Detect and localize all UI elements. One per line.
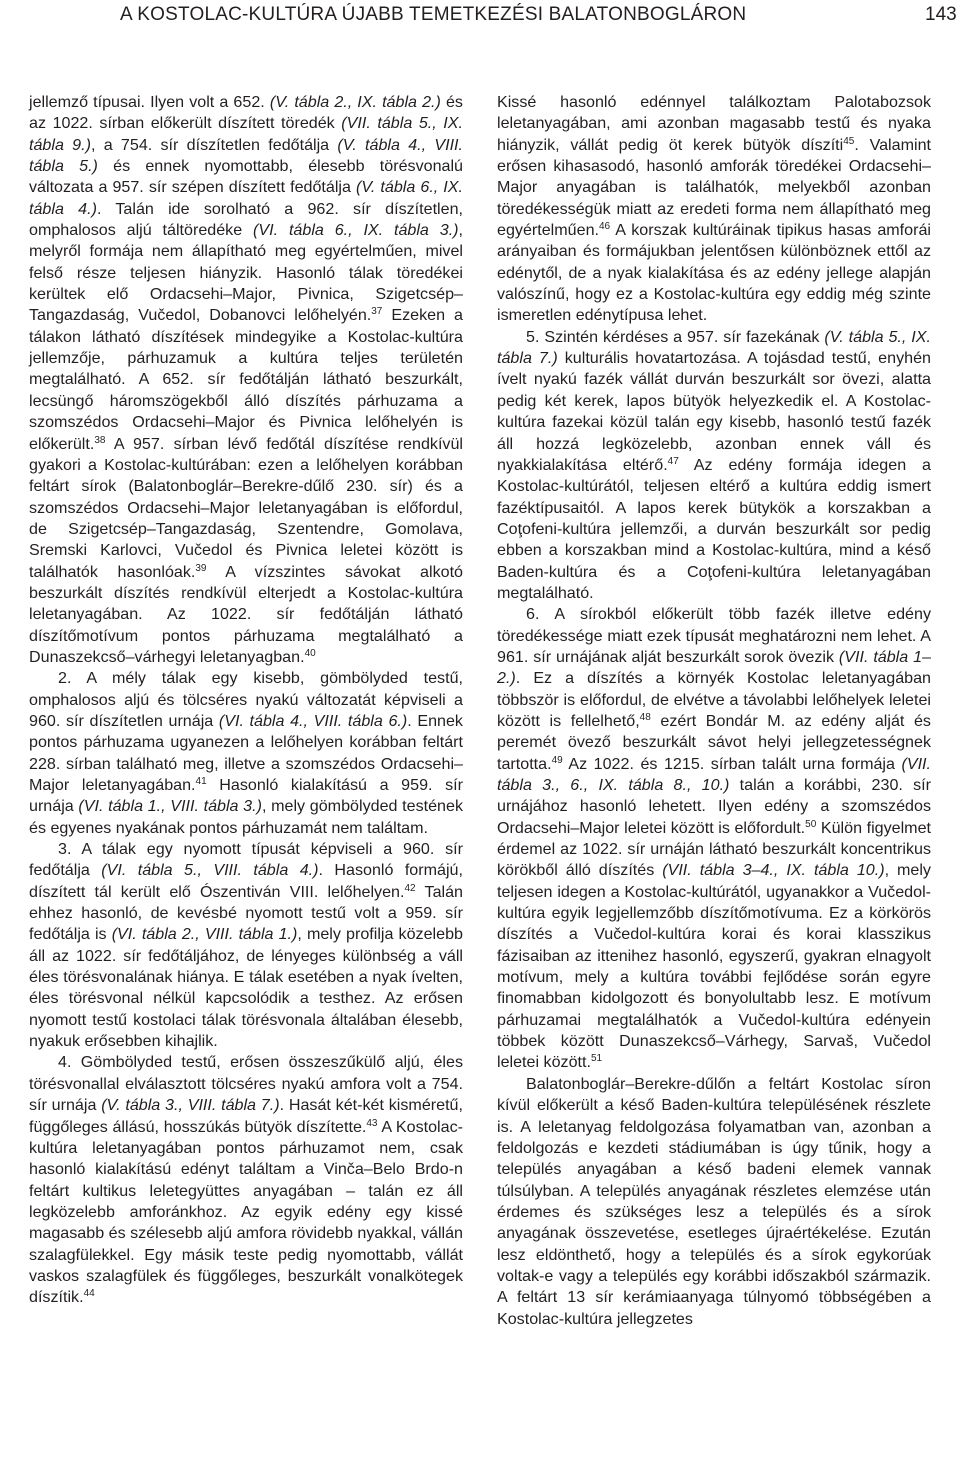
text-run: Hasonló kialakítású a 959. sír urnája bbox=[29, 776, 463, 816]
paragraph bbox=[29, 839, 463, 1052]
right-text-column bbox=[497, 92, 931, 1330]
plate-reference: (V. tábla 3., VIII. tábla 7.) bbox=[101, 1096, 280, 1115]
text-run: . Talán ide sorolható a 962. sír díszítetlen, omphalosos aljú táltöredéke bbox=[29, 199, 463, 240]
text-run: talán a korábbi, 230. sír urnájához hasonló lehetett. Ilyen edény a szomszédos Ordacsehi–Major leletei között is előfordult. bbox=[497, 776, 931, 837]
text-run: A Kostolac-kultúra leletanyagában pontos párhuzamot nem, csak hasonló kialakítású edényt találtam a Vinča–Belo Brdo-n feltárt kultikus leletegyüttes anyagában – talán ez áll legközelebb amforánkhoz. Az egyik edény egy kissé magasabb és szélesebb aljú amfora rövidebb nyakkal, vállán szalagfülekkel. Egy másik teste pedig nyomottabb, vállát vaskos szalagfülek és függőleges, beszurkált vonalkötegek díszítik. bbox=[29, 1117, 463, 1307]
running-title: A KOSTOLAC-KULTÚRA ÚJABB TEMETKEZÉSI BALATONBOGLÁRON bbox=[120, 4, 747, 25]
paragraph bbox=[29, 92, 463, 668]
footnote-reference: 40 bbox=[304, 647, 316, 659]
plate-reference: (V. tábla 2., IX. tábla 2.) bbox=[269, 93, 441, 111]
text-run: A vízszintes sávokat alkotó beszurkált díszítés rendkívül elterjedt a Kostolac-kultúra leletanyagában. Az 1022. sír fedőtálján látható díszítőmotívum pontos párhuzama megtalálható a Dunaszekcső–várhegyi leletanyagban. bbox=[29, 562, 463, 666]
footnote-reference: 39 bbox=[195, 562, 207, 574]
footnote-reference: 50 bbox=[805, 818, 817, 830]
plate-reference: (VII. tábla 3., 6., IX. tábla 8., 10.) bbox=[497, 754, 931, 794]
text-run: . Valamint erősen kihasasodó, hasonló amforák töredékei Ordacsehi–Major anyagában is találhatók, melyekből azonban töredékességük miatt az eredeti forma nem állapítható meg egyértelműen. bbox=[497, 135, 931, 240]
plate-reference: (V. tábla 4., VIII. tábla 5.) bbox=[29, 135, 463, 176]
text-run: Ezeken a tálakon látható díszítések mindegyike a Kostolac-kultúra jellemzője, párhuzamuk a kultúra teljes területén megtalálható. A 652. sír fedőtálján látható beszurkált, lecsüngő háromszögekből álló díszítés párhuzama a szomszédos Ordacsehi–Major és Pivnica lelőhelyén is előkerült. bbox=[29, 306, 464, 453]
text-run: Az 1022. és 1215. sírban talált urna formája bbox=[562, 754, 902, 773]
text-run: és az 1022. sírban előkerült díszített töredék bbox=[29, 93, 463, 133]
text-run: jellemző típusai. Ilyen volt a 652. bbox=[29, 93, 270, 111]
text-run: , mely teljesen idegen a Kostolac-kultúrától, ugyanakkor a Vučedol-kultúra egyik legjellemzőbb díszítőmotívuma. Ez a körkörös díszítés a Vučedol-kultúra korai és korai klasszikus fázisaiban az ittenihez hasonló, egyszerű, gyakran elnagyolt motívum, mely a kultúra további fejlődése során egyre finomabban kidolgozott és bonyolultabb lesz. E motívum párhuzamai megtalálhatók a Vučedol-kultúra edényein többek között Dunaszekcső–Várhegy, Sarvaš, Vučedol leletei között. bbox=[497, 861, 931, 1072]
paragraph bbox=[497, 327, 931, 604]
text-run: 2. A mély tálak egy kisebb, gömbölyded testű, omphalosos aljú és tölcséres nyakú változatát képviseli a 960. sír díszítetlen urnája bbox=[29, 669, 463, 730]
footnote-reference: 49 bbox=[551, 754, 563, 766]
text-run: 3. A tálak egy nyomott típusát képviseli a 960. sír fedőtálja bbox=[29, 840, 463, 880]
paragraph bbox=[497, 604, 931, 1074]
plate-reference: (VII. tábla 1–2.) bbox=[497, 647, 931, 688]
text-run: kulturális hovatartozása. A tojásdad testű, enyhén ívelt nyakú fazék vállát durván beszurkált sor övezi, alatta pedig két kerek, lapos bütyök helyezkedik el. A Kostolac-kultúra fazekai közül talán egy kisebb, hasonló testű fazék áll hozzá legközelebb, azonban ennek váll és nyakkialakítása eltérő. bbox=[497, 349, 931, 474]
text-run: , a 754. sír díszítetlen fedőtálja bbox=[90, 135, 338, 154]
plate-reference: (VII. tábla 5., IX. tábla 9.) bbox=[29, 114, 463, 154]
footnote-reference: 41 bbox=[195, 776, 207, 787]
plate-reference: (V. tábla 5., IX. tábla 7.) bbox=[497, 327, 931, 368]
paragraph bbox=[497, 92, 931, 327]
text-run: A 957. sírban lévő fedőtál díszítése rendkívül gyakori a Kostolac-kultúrában: ezen a lelőhelyen korábban feltárt sírok (Balatonboglár–Berekre-dűlő 230. sír) és a szomszédos Ordacsehi–Major leletanyagában is előfordul, de Szigetcsép–Tangazdaság, Szentendre, Gomolava, Sremski Karlovci, Vučedol és Pivnica leletei között is találhatók hasonlóak. bbox=[29, 434, 463, 581]
text-run: és ennek nyomottabb, élesebb törésvonalú változata a 957. sír szépen díszített fedőtálja bbox=[29, 157, 463, 197]
text-run: 4. Gömbölyded testű, erősen összeszűkülő aljú, éles törésvonallal elválasztott tölcséres nyakú amfora volt a 754. sír urnája bbox=[29, 1053, 463, 1115]
text-run: 5. Szintén kérdéses a 957. sír fazekának bbox=[526, 327, 825, 346]
text-run: Külön figyelmet érdemel az 1022. sír urnáján látható beszurkált koncentrikus körökből álló díszítés bbox=[497, 818, 931, 880]
plate-reference: (VI. tábla 6., IX. tábla 3.) bbox=[253, 221, 459, 240]
left-text-column bbox=[29, 92, 463, 1309]
plate-reference: (VI. tábla 5., VIII. tábla 4.) bbox=[101, 861, 319, 880]
plate-reference: (V. tábla 6., IX. tábla 4.) bbox=[29, 178, 463, 218]
text-run: , mely gömbölyded testének és egyenes nyakának pontos párhuzamát nem találtam. bbox=[29, 797, 463, 837]
footnote-reference: 43 bbox=[366, 1117, 378, 1129]
text-run: ezért Bondár M. az edény alját és peremét övező beszurkált sávot helyi jellegzetességnek tartotta. bbox=[497, 711, 931, 773]
text-run: . Ez a díszítés a környék Kostolac leletanyagában többször is előfordul, de elvétve a távolabbi lelőhelyek leletei között is fellelhető, bbox=[497, 669, 931, 730]
text-run: Az edény formája idegen a Kostolac-kultúrától, teljesen eltérő a kultúra eddig ismert fazéktípusaitól. A lapos kerek bütykök a korszakban a Coţofeni-kultúra jellemzői, a durván beszurkált sor pedig ebben a korszakban mind a Kostolac-kultúra, mind a késő Baden-kultúra és a Coţofeni-kultúra leletanyagában megtalálható. bbox=[497, 455, 932, 602]
footnote-reference: 42 bbox=[404, 882, 416, 894]
text-run: . Hasát két-két kisméretű, függőleges állású, hosszúkás bütyök díszítette. bbox=[29, 1096, 463, 1136]
footnote-reference: 46 bbox=[599, 221, 611, 233]
footnote-reference: 48 bbox=[639, 711, 651, 723]
footnote-reference: 47 bbox=[667, 455, 679, 467]
text-run: 6. A sírokból előkerült több fazék illetve edény töredékessége miatt ezek típusát meghatározni nem lehet. A 961. sír urnájának alját beszurkált sorok övezik bbox=[497, 605, 931, 666]
footnote-reference: 45 bbox=[843, 135, 855, 147]
text-run: A korszak kultúráinak tipikus hasas amforái arányaiban és formájukban jelentősen különböznek ettől az edénytől, de a nyak kialakítása és az edény jellege alapján valószínű, hogy ez a Kostolac-kultúra egy eddig még szinte ismeretlen edénytípusa lehet. bbox=[497, 221, 931, 325]
text-run: Balatonboglár–Berekre-dűlőn a feltárt Kostolac síron kívül előkerült a késő Baden-kultúra településének részlete is. A leletanyag feldolgozása folyamatban van, azonban a feldolgozás e kezdeti stádiumában is úgy tűnik, hogy a település anyagában a késő badeni elemek vannak túlsúlyban. A település anyagának részletes elemzése után érdemes és szükséges lesz a település és a sírok anyagának összevetése, esetleges újraértékelése. Ezután lesz eldönthető, hogy a település és a sírok egykorúak voltak-e vagy a település egy korábbi időszakból származik. A feltárt 13 sír kerámiaanyaga túlnyomó többségében a Kostolac-kultúra jellegzetes bbox=[497, 1074, 931, 1328]
plate-reference: (VI. tábla 2., VIII. tábla 1.) bbox=[111, 925, 298, 944]
footnote-reference: 51 bbox=[590, 1053, 603, 1065]
text-run: . Ennek pontos párhuzama ugyanezen a lelőhelyen korábban feltárt 228. sírban található meg, illetve a szomszédos Ordacsehi–Major leletanyagában. bbox=[29, 711, 463, 794]
plate-reference: (VI. tábla 1., VIII. tábla 3.) bbox=[78, 797, 262, 816]
footnote-reference: 38 bbox=[94, 434, 106, 446]
page-number: 143 bbox=[925, 4, 957, 25]
paragraph bbox=[29, 668, 463, 839]
text-run: , mely profilja közelebb áll az 1022. sír fedőtáljához, de lényeges különbség a váll éles törésvonalának hiánya. E tálak esetében a nyak ívelten, éles törésvonal nélkül kapcsolódik a testhez. Az erősen nyomott testű kostolaci tálak törésvonala általában élesebb, nyakuk erősebben kihajlik. bbox=[29, 925, 463, 1051]
footnote-reference: 44 bbox=[83, 1288, 95, 1300]
text-run: , melyről formája nem állapítható meg egyértelműen, mivel felső része teljesen hiányzik. Hasonló tálak töredékei kerültek elő Ordacsehi–Major, Pivnica, Szigetcsép–Tangazdaság, Vučedol, Dobanovci lelőhelyén. bbox=[29, 221, 464, 325]
page-header bbox=[0, 0, 960, 40]
text-run: . Hasonló formájú, díszített tál került elő Ószentiván VIII. lelőhelyen. bbox=[29, 861, 463, 901]
paragraph bbox=[497, 1074, 931, 1330]
text-run: Kissé hasonló edénnyel találkoztam Palotabozsok leletanyagában, ami azonban magasabb testű és nyaka hiányzik, vállát pedig öt kerek bütyök díszíti bbox=[497, 93, 931, 154]
paragraph bbox=[29, 1052, 463, 1308]
plate-reference: (VII. tábla 3–4., IX. tábla 10.) bbox=[662, 861, 885, 880]
plate-reference: (VI. tábla 4., VIII. tábla 6.) bbox=[218, 711, 408, 730]
footnote-reference: 37 bbox=[371, 306, 383, 318]
text-run: Talán ehhez hasonló, de kevésbé nyomott testű volt a 959. sír fedőtálja is bbox=[29, 882, 463, 944]
